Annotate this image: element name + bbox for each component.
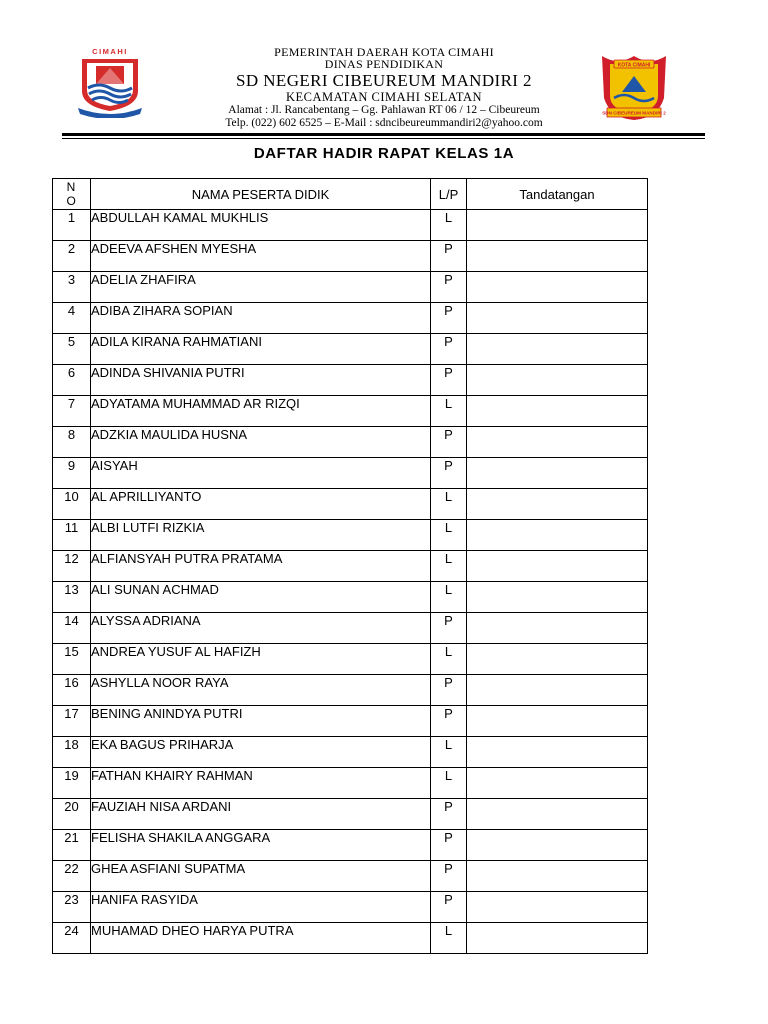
student-gender: L — [431, 768, 467, 799]
header-gender: L/P — [431, 179, 467, 210]
row-number: 15 — [53, 644, 91, 675]
table-header-row — [53, 179, 648, 210]
student-gender: L — [431, 210, 467, 241]
student-name: EKA BAGUS PRIHARJA — [91, 737, 431, 768]
signature-cell[interactable] — [467, 334, 648, 365]
letterhead-rule-thick — [62, 133, 705, 136]
row-number: 13 — [53, 582, 91, 613]
row-number: 17 — [53, 706, 91, 737]
header-no — [53, 179, 91, 210]
table-row — [53, 303, 648, 334]
header-signature: Tandatangan — [467, 179, 648, 210]
table-row — [53, 675, 648, 706]
signature-cell[interactable] — [467, 458, 648, 489]
signature-cell[interactable] — [467, 303, 648, 334]
row-number: 11 — [53, 520, 91, 551]
student-gender: L — [431, 396, 467, 427]
header-name: NAMA PESERTA DIDIK — [91, 179, 431, 210]
student-name: AL APRILLIYANTO — [91, 489, 431, 520]
student-gender: L — [431, 489, 467, 520]
signature-cell[interactable] — [467, 427, 648, 458]
student-name: GHEA ASFIANI SUPATMA — [91, 861, 431, 892]
student-name: ADEEVA AFSHEN MYESHA — [91, 241, 431, 272]
student-name: ALBI LUTFI RIZKIA — [91, 520, 431, 551]
row-number: 12 — [53, 551, 91, 582]
signature-cell[interactable] — [467, 396, 648, 427]
table-row — [53, 830, 648, 861]
table-row — [53, 489, 648, 520]
student-name: ABDULLAH KAMAL MUKHLIS — [91, 210, 431, 241]
student-name: ADYATAMA MUHAMMAD AR RIZQI — [91, 396, 431, 427]
student-gender: L — [431, 644, 467, 675]
student-name: ADINDA SHIVANIA PUTRI — [91, 365, 431, 396]
row-number: 4 — [53, 303, 91, 334]
table-row — [53, 520, 648, 551]
badge-top-text: KOTA CIMAHI — [617, 62, 651, 69]
signature-cell[interactable] — [467, 830, 648, 861]
row-number: 6 — [53, 365, 91, 396]
student-gender: P — [431, 799, 467, 830]
student-gender: L — [431, 737, 467, 768]
student-gender: L — [431, 520, 467, 551]
badge-bottom-text: SDN CIBEUREUM MANDIRI 2 — [602, 110, 666, 116]
student-gender: L — [431, 551, 467, 582]
row-number: 20 — [53, 799, 91, 830]
student-gender: P — [431, 861, 467, 892]
student-gender: P — [431, 706, 467, 737]
row-number: 21 — [53, 830, 91, 861]
table-row — [53, 613, 648, 644]
table-row — [53, 210, 648, 241]
table-row — [53, 551, 648, 582]
student-gender: P — [431, 303, 467, 334]
table-row — [53, 644, 648, 675]
table-row — [53, 923, 648, 954]
student-gender: P — [431, 675, 467, 706]
letterhead-text — [0, 46, 768, 130]
student-gender: P — [431, 613, 467, 644]
row-number: 19 — [53, 768, 91, 799]
student-gender: P — [431, 427, 467, 458]
row-number: 10 — [53, 489, 91, 520]
government-name: PEMERINTAH DAERAH KOTA CIMAHI — [274, 45, 494, 59]
row-number: 18 — [53, 737, 91, 768]
signature-cell[interactable] — [467, 365, 648, 396]
table-row — [53, 334, 648, 365]
cimahi-logo-text: CIMAHI — [92, 47, 128, 56]
student-name: HANIFA RASYIDA — [91, 892, 431, 923]
signature-cell[interactable] — [467, 675, 648, 706]
signature-cell[interactable] — [467, 861, 648, 892]
student-gender: P — [431, 272, 467, 303]
row-number: 9 — [53, 458, 91, 489]
table-row — [53, 241, 648, 272]
signature-cell[interactable] — [467, 551, 648, 582]
row-number: 14 — [53, 613, 91, 644]
student-gender: P — [431, 365, 467, 396]
row-number: 1 — [53, 210, 91, 241]
signature-cell[interactable] — [467, 210, 648, 241]
student-gender: P — [431, 241, 467, 272]
row-number: 5 — [53, 334, 91, 365]
signature-cell[interactable] — [467, 799, 648, 830]
student-name: FELISHA SHAKILA ANGGARA — [91, 830, 431, 861]
table-row — [53, 768, 648, 799]
signature-cell[interactable] — [467, 737, 648, 768]
row-number: 16 — [53, 675, 91, 706]
student-name: FAUZIAH NISA ARDANI — [91, 799, 431, 830]
signature-cell[interactable] — [467, 923, 648, 954]
attendance-table-body — [53, 210, 648, 954]
student-name: ADILA KIRANA RAHMATIANI — [91, 334, 431, 365]
student-name: ALFIANSYAH PUTRA PRATAMA — [91, 551, 431, 582]
row-number: 3 — [53, 272, 91, 303]
letterhead-rule-thin — [62, 138, 705, 139]
department-name: DINAS PENDIDIKAN — [324, 57, 444, 71]
table-row — [53, 799, 648, 830]
row-number: 23 — [53, 892, 91, 923]
table-row — [53, 582, 648, 613]
signature-cell[interactable] — [467, 768, 648, 799]
district-name: KECAMATAN CIMAHI SELATAN — [285, 90, 483, 104]
document-title: DAFTAR HADIR RAPAT KELAS 1A — [253, 145, 515, 162]
signature-cell[interactable] — [467, 644, 648, 675]
student-name: ANDREA YUSUF AL HAFIZH — [91, 644, 431, 675]
row-number: 8 — [53, 427, 91, 458]
header-no-label: NO — [66, 180, 77, 208]
table-row — [53, 396, 648, 427]
student-gender: P — [431, 334, 467, 365]
school-contact: Telp. (022) 602 6525 – E-Mail : sdncibeureummandiri2@yahoo.com — [225, 117, 543, 129]
table-row — [53, 272, 648, 303]
student-name: ALI SUNAN ACHMAD — [91, 582, 431, 613]
student-name: ADZKIA MAULIDA HUSNA — [91, 427, 431, 458]
school-address: Alamat : Jl. Rancabentang – Gg. Pahlawan RT 06 / 12 – Cibeureum — [228, 104, 540, 116]
student-name: FATHAN KHAIRY RAHMAN — [91, 768, 431, 799]
signature-cell[interactable] — [467, 582, 648, 613]
signature-cell[interactable] — [467, 272, 648, 303]
row-number: 24 — [53, 923, 91, 954]
student-gender: L — [431, 923, 467, 954]
row-number: 22 — [53, 861, 91, 892]
attendance-table — [52, 178, 648, 954]
student-name: ADELIA ZHAFIRA — [91, 272, 431, 303]
signature-cell[interactable] — [467, 706, 648, 737]
table-row — [53, 365, 648, 396]
signature-cell[interactable] — [467, 520, 648, 551]
table-row — [53, 706, 648, 737]
school-name: SD NEGERI CIBEUREUM MANDIRI 2 — [236, 71, 532, 90]
student-name: MUHAMAD DHEO HARYA PUTRA — [91, 923, 431, 954]
student-gender: P — [431, 458, 467, 489]
student-gender: L — [431, 582, 467, 613]
row-number: 7 — [53, 396, 91, 427]
student-gender: P — [431, 830, 467, 861]
signature-cell[interactable] — [467, 489, 648, 520]
table-row — [53, 892, 648, 923]
row-number: 2 — [53, 241, 91, 272]
table-row — [53, 737, 648, 768]
student-name: AISYAH — [91, 458, 431, 489]
signature-cell[interactable] — [467, 613, 648, 644]
table-row — [53, 861, 648, 892]
student-name: ADIBA ZIHARA SOPIAN — [91, 303, 431, 334]
table-row — [53, 427, 648, 458]
table-row — [53, 458, 648, 489]
signature-cell[interactable] — [467, 241, 648, 272]
student-name: ALYSSA ADRIANA — [91, 613, 431, 644]
signature-cell[interactable] — [467, 892, 648, 923]
student-name: ASHYLLA NOOR RAYA — [91, 675, 431, 706]
student-gender: P — [431, 892, 467, 923]
student-name: BENING ANINDYA PUTRI — [91, 706, 431, 737]
